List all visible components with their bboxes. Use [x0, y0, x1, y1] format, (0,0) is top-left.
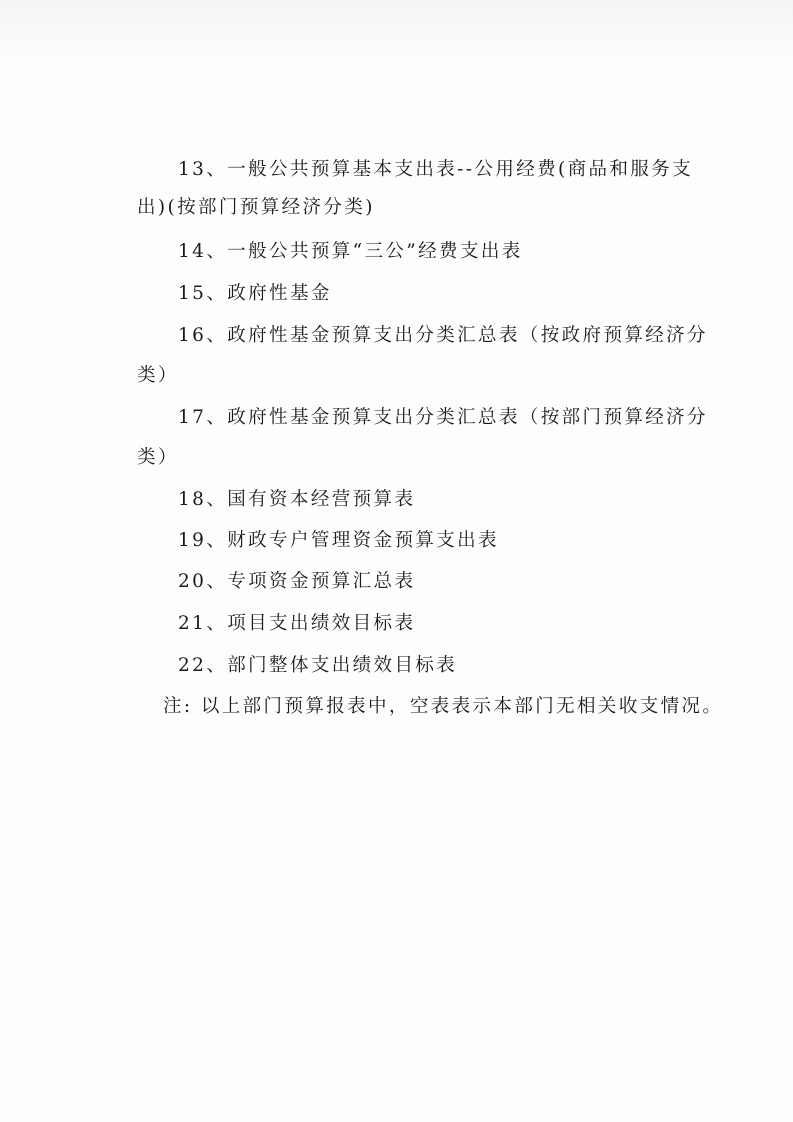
item-18: 18、国有资本经营预算表	[178, 489, 416, 510]
item-15: 15、政府性基金	[178, 283, 332, 304]
item-19: 19、财政专户管理资金预算支出表	[178, 530, 499, 551]
note: 注: 以上部门预算报表中，空表表示本部门无相关收支情况。	[163, 696, 724, 717]
item-21: 21、项目支出绩效目标表	[178, 613, 416, 634]
scan-shadow	[0, 0, 793, 60]
item-20: 20、专项资金预算汇总表	[178, 571, 416, 592]
item-14: 14、一般公共预算“三公”经费支出表	[178, 241, 523, 262]
item-13-line2: 出)(按部门预算经济分类)	[137, 197, 375, 218]
item-22: 22、部门整体支出绩效目标表	[178, 655, 458, 676]
item-16-line2: 类）	[137, 365, 179, 386]
item-17-line2: 类）	[137, 447, 179, 468]
item-16-line1: 16、政府性基金预算支出分类汇总表（按政府预算经济分	[178, 325, 708, 346]
item-17-line1: 17、政府性基金预算支出分类汇总表（按部门预算经济分	[178, 407, 708, 428]
item-13-line1: 13、一般公共预算基本支出表--公用经费(商品和服务支	[178, 159, 694, 180]
